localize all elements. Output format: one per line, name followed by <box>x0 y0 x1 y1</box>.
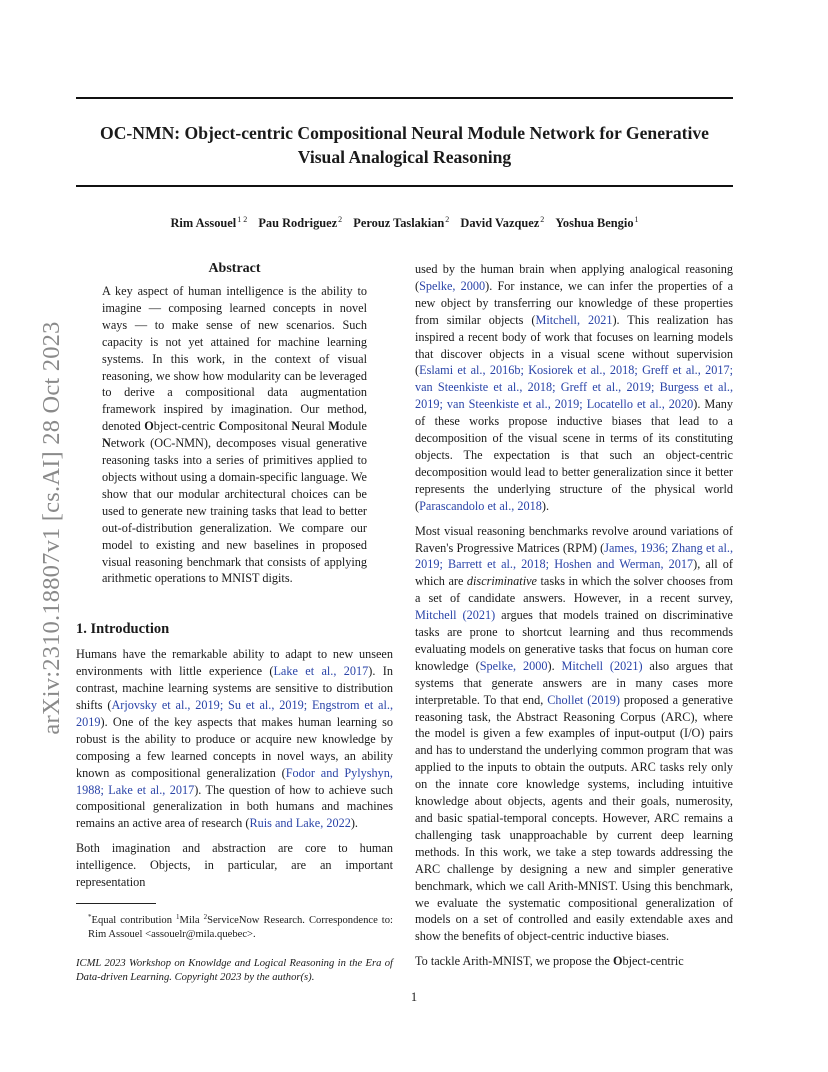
author-name: David Vazquez <box>460 216 540 230</box>
title-top-rule <box>76 97 733 99</box>
right-paragraph-3: To tackle Arith-MNIST, we propose the Object-centric <box>415 954 684 969</box>
author <box>258 216 342 230</box>
paper-title: OC-NMN: Object-centric Compositional Neural Module Network for Generative Visual Analogical Reasoning <box>100 123 709 167</box>
section-heading-introduction: 1. Introduction <box>76 621 170 638</box>
citation-link[interactable]: Barrett et al., 2018 <box>448 557 546 572</box>
citation-link[interactable]: Greff et al., 2017 <box>642 363 730 378</box>
citation-link[interactable]: van Steenkiste et al., 2018 <box>415 380 553 395</box>
right-column <box>415 261 733 970</box>
citation-link[interactable]: Ruis and Lake, 2022 <box>249 816 351 831</box>
author-affiliation: 2 <box>338 215 343 224</box>
footnote: *Equal contribution $^1$Mila $^2$ServiceNow Research. Correspondence to: Rim Assouel <assouelr@mila.quebec>. <box>88 913 393 941</box>
author <box>353 216 449 230</box>
footnote-rule <box>76 903 156 904</box>
author-affiliation: 1 <box>634 215 639 224</box>
title-bottom-rule <box>76 185 733 187</box>
author <box>555 216 638 230</box>
intro-paragraph-2: Both imagination and abstraction are core to human intelligence. Objects, in particular, are an important representation <box>76 841 393 890</box>
citation-link[interactable]: Mitchell (2021) <box>415 608 496 623</box>
author-name: Yoshua Bengio <box>555 216 634 230</box>
citation-link[interactable]: Greff et al., 2019 <box>560 380 651 395</box>
left-column <box>76 259 393 985</box>
citation-link[interactable]: Zhang et al., 2019 <box>415 540 734 572</box>
abstract-text: A key aspect of human intelligence is the ability to imagine — composing learned concepts in novel ways — to make sense of new scenarios. Such capacity is not yet attained for machine learning systems. In this work, in the context of visual reasoning, we show how modularity can be leveraged to derive a compositional data augmentation framework inspired by imagination. Our method, denoted Object-centric Compositonal Neural Module Network (OC-NMN), decomposes visual generative reasoning tasks into a series of primitives applied to objects without using a domain-specific language. We show that our modular architectural choices can be used to generate new training tasks that lead to better out-of-distribution generalization. We compare our model to existing and new baselines in proposed visual reasoning benchmark that consists of applying arithmetic operations to MNIST digits. <box>102 284 367 586</box>
intro-paragraph-1: Humans have the remarkable ability to adapt to new unseen environments with little experience (Lake et al., 2017). In contrast, machine learning systems are sensitive to distribution shifts (Arjovsky et al., 2019; Su et al., 2019; Engstrom et al., 2019). One of the key aspects that makes human learning so robust is the ability to produce or acquire new knowledge by composing a few learned concepts in novel ways, an ability known as compositional generalization (Fodor and Pylyshyn, 1988; Lake et al., 2017). The question of how to achieve such compositional generalization in both humans and machines remains an active area of research (Ruis and Lake, 2022). <box>76 647 394 831</box>
citation-link[interactable]: Spelke, 2000 <box>479 658 548 673</box>
abstract-heading: Abstract <box>208 261 261 276</box>
citation-link[interactable]: Hoshen and Werman, 2017 <box>554 557 694 572</box>
citation-link[interactable]: Chollet (2019) <box>547 692 620 707</box>
citation-link[interactable]: Eslami et al., 2016b <box>419 363 521 378</box>
author-affiliation: 1 2 <box>237 215 248 224</box>
citation-link[interactable]: Locatello et al., 2020 <box>586 397 694 412</box>
citation-link[interactable]: Su et al., 2019 <box>228 698 304 713</box>
author <box>460 216 544 230</box>
citation-link[interactable]: Engstrom et al., 2019 <box>76 698 394 729</box>
citation-link[interactable]: van Steenkiste et al., 2019 <box>446 397 580 412</box>
author-affiliation: 2 <box>540 215 545 224</box>
author-affiliation: 2 <box>445 215 450 224</box>
venue-notice: ICML 2023 Workshop on Knowldge and Logical Reasoning in the Era of Data-driven Learning. Copyright 2023 by the author(s). <box>76 957 393 983</box>
citation-link[interactable]: Fodor and Pylyshyn, 1988 <box>76 765 393 797</box>
page-number: 1 <box>410 990 418 1004</box>
citation-link[interactable]: Mitchell, 2021 <box>535 312 613 327</box>
author-list <box>76 215 733 231</box>
author <box>170 216 247 230</box>
citation-link[interactable]: Arjovsky et al., 2019 <box>111 698 220 713</box>
right-paragraph-2: Most visual reasoning benchmarks revolve around variations of Raven's Progressive Matrices (RPM) (James, 1936; Zhang et al., 2019; Barrett et al., 2018; Hoshen and Werman, 2017), all of which are discriminative tasks in which the solver chooses from a set of candidate answers. However, in a recent survey, Mitchell (2021) argues that models trained on discriminative tasks are prone to shortcut learning and thus recommends evaluating models on generative tasks that focus on human core knowledge (Spelke, 2000). Mitchell (2021) also argues that systems that generate answers are in many cases more interpretable. To that end, Chollet (2019) proposed a generative reasoning task, the Abstract Reasoning Corpus (ARC), where the model is given a few examples of input-output (I/O) pairs and has to understand the underlying common program that was applied to the inputs to obtain the outputs. ARC tasks rely only on the innate core knowledge systems, including intuitive knowledge about objects, agents and their goals, numerosity, and basic spatial-temporal concepts. However, ARC remains a challenging task unapproachable by current deep learning methods. In this work, we take a step towards addressing the ARC challenge by designing a new and simpler generative benchmark, which we call Arith-MNIST. Using this benchmark, we evaluate the systematic compositional generalization of models on a set of controlled and easily extendable axes and show the benefits of object-centric inductive biases. <box>415 523 734 944</box>
citation-link[interactable]: Spelke, 2000 <box>419 278 486 293</box>
citation-link[interactable]: Lake et al., 2017 <box>273 664 369 679</box>
abstract-section <box>76 259 393 587</box>
author-name: Rim Assouel <box>170 216 237 230</box>
author-name: Pau Rodriguez <box>258 216 338 230</box>
citation-link[interactable]: Lake et al., 2017 <box>108 782 195 797</box>
citation-link[interactable]: Burgess et al., 2019 <box>415 380 734 412</box>
citation-link[interactable]: James, 1936 <box>604 540 665 555</box>
arxiv-identifier-stamp: arXiv:2310.18807v1 [cs.AI] 28 Oct 2023 <box>38 321 65 735</box>
citation-link[interactable]: Parascandolo et al., 2018 <box>419 498 542 513</box>
author-name: Perouz Taslakian <box>353 216 445 230</box>
citation-link[interactable]: Mitchell (2021) <box>561 658 643 673</box>
right-paragraph-1: used by the human brain when applying analogical reasoning (Spelke, 2000). For instance, we can infer the properties of a new object by transferring our knowledge of these properties from similar objects (Mitchell, 2021). This realization has inspired a recent body of work that focuses on learning models that discover objects in a visual scene without supervision (Eslami et al., 2016b; Kosiorek et al., 2018; Greff et al., 2017; van Steenkiste et al., 2018; Greff et al., 2019; Burgess et al., 2019; van Steenkiste et al., 2019; Locatello et al., 2020). Many of these works propose inductive biases that lead to a decomposition of the visual scene in terms of its constituting objects. The expectation is that such an object-centric decomposition would lead to better generalization since it better represents the underlying structure of the physical world (Parascandolo et al., 2018). <box>415 262 734 513</box>
citation-link[interactable]: Kosiorek et al., 2018 <box>528 363 635 378</box>
